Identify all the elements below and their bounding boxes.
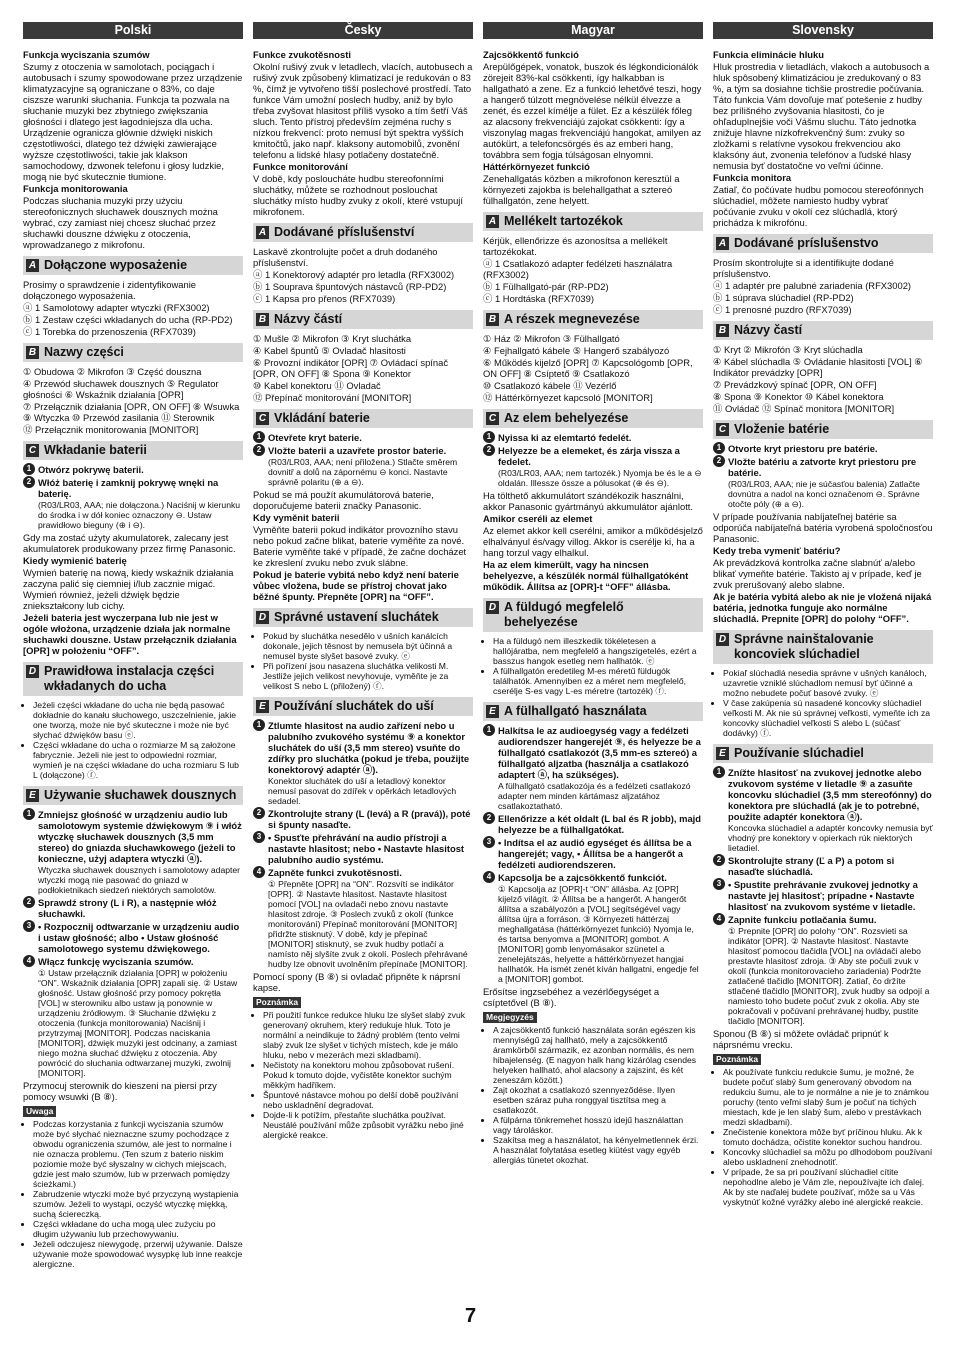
part-name-line: ④ Kábel slúchadla ⑤ Ovládanie hlasitosti [VOL] ⑥ Indikátor prevádzky [OPR] — [713, 356, 923, 378]
note-item: • A fülpárna tönkremehet hosszú idejű használattan vagy tároláskor. — [493, 1115, 703, 1135]
intro-heading: Funkcia monitora — [713, 172, 792, 183]
part-name-line: ⑦ Prevádzkový spínač [OPR, ON OFF] — [713, 379, 877, 390]
accessory-item: ⓒ 1 prenosné puzdro (RFX7039) — [713, 304, 852, 315]
section-letter-d: D — [486, 601, 499, 614]
intro-text: V době, kdy posloucháte hudbu stereofonními sluchátky, můžete se rozhodnout poslouchat sluchátky místo hudby zvuky z okolí, které vstupují mikrofonem. — [253, 173, 463, 217]
intro-heading: Háttérkörnyezet funkció — [483, 161, 590, 172]
step-content — [498, 432, 703, 444]
step-instruction: Nyissa ki az elemtartó fedelét. — [498, 432, 632, 443]
accessory-item: ⓒ 1 Kapsa pro přenos (RFX7039) — [253, 293, 396, 304]
step-number: 3 — [23, 920, 35, 932]
step-instruction: • Indítsa el az audió egységet és állítsa be a hangerejét; vagy, • Állítsa be a hangerőt a fedélzeti audiorendszeren. — [498, 837, 692, 870]
eartip-item: • Při pořízení jsou nasazena sluchátka velikosti M. Jestliže jejich velikost nevyhovuje, vyměňte je za velikost S nebo L (přiložený) ⓕ. — [263, 661, 473, 691]
step-content — [38, 897, 243, 920]
part-name-line: ④ Przewód słuchawek dousznych ⑤ Regulator głośności ⑥ Wskaźnik działania [OPR] — [23, 378, 219, 400]
accessory-item: ⓑ 1 súprava slúchadiel (RP-PD2) — [713, 292, 854, 303]
battery-warning: Ak je batéria vybitá alebo ak nie je vložená nijaká batéria, jednotka funguje ako normálne slúchadlá. Prepnite [OPR] do polohy “OFF”. — [713, 591, 932, 624]
battery-replace-text: Vyměňte baterii pokud indikátor provozního stavu nebo pokud začne blikat, baterie vyměňte za nové. Baterie vyměňte také v případě, že začne docházet ke zkreslení zvuku nebo zvuk slábne. — [253, 524, 467, 568]
battery-advice: Gdy ma zostać użyty akumulatorek, zalecany jest akumulatorek produkowany przez firmę Panasonic. — [23, 532, 236, 554]
section-header — [23, 662, 243, 696]
step-instruction: Kapcsolja be a zajcsökkentő funkciót. — [498, 872, 667, 883]
part-name-line: ⑥ Provozní indikátor [OPR] ⑦ Ovládací spínač [OPR, ON OFF] ⑧ Spona ⑨ Konektor — [253, 357, 449, 379]
section-header — [713, 420, 933, 439]
battery-step — [23, 464, 243, 476]
section-header — [483, 409, 703, 428]
step-number: 1 — [23, 808, 35, 820]
section-title: Mellékelt tartozékok — [504, 214, 623, 228]
section-letter-b: B — [256, 313, 269, 326]
battery-step — [253, 445, 473, 488]
section-header — [23, 786, 243, 805]
part-name-line: ⑧ Spona ⑨ Konektor ⑩ Kábel konektora — [713, 391, 884, 402]
step-instruction: Vložte batériu a zatvorte kryt priestoru pre batérie. — [728, 456, 917, 478]
note-item: • Špuntové nástavce mohou po delší době používání nebo uskladnění degradovat. — [263, 1090, 473, 1110]
battery-advice: Pokud se má použít akumulátorová baterie, doporučujeme baterii značky Panasonic. — [253, 489, 434, 511]
language-header: Slovensky — [713, 22, 933, 39]
battery-step — [253, 432, 473, 444]
step-number: 2 — [23, 476, 35, 488]
usage-step — [483, 725, 703, 812]
section-letter-a: A — [486, 215, 499, 228]
intro-heading: Funkcia eliminácie hluku — [713, 49, 824, 60]
accessory-item: ⓐ 1 Samolotowy adapter wtyczki (RFX3002) — [23, 302, 210, 313]
step-instruction: Skontrolujte strany (Ľ a P) a potom si nasaďte slúchadlá. — [728, 855, 895, 877]
usage-step — [253, 720, 473, 807]
usage-step — [253, 808, 473, 831]
usage-step — [253, 867, 473, 970]
notes-list — [253, 1010, 473, 1140]
step-number: 2 — [483, 444, 495, 456]
note-label: Megjegyzés — [483, 1012, 537, 1023]
section-title: Dodávané príslušenstvo — [734, 236, 879, 250]
section-letter-b: B — [486, 313, 499, 326]
eartip-item: • Ha a füldugó nem illeszkedik tökéletesen a hallójáratba, nem megfelelő a hangszigetelés, ezért a basszus hangok esetleg nem hallhatók. ⓔ — [493, 636, 703, 666]
step-content — [268, 832, 473, 866]
accessory-item: ⓐ 1 adaptér pre palubné zariadenia (RFX3002) — [713, 280, 912, 291]
eartip-item: • Pokud by sluchátka nesedělo v ušních kanálcích dokonale, jejich těsnost by nemusela být účinná a nemusel byste slyšet basové zvuky. ⓔ — [263, 631, 473, 661]
section-title: A füldugó megfelelő behelyezése — [504, 600, 624, 629]
step-number: 2 — [253, 807, 265, 819]
step-content — [728, 855, 933, 878]
section-header — [483, 702, 703, 721]
column-cs — [253, 22, 473, 1142]
part-name-line: ① Obudowa ② Mikrofon ③ Część douszna — [23, 366, 202, 377]
section-letter-e: E — [26, 789, 39, 802]
step-instruction: • Spusťte přehrávání na audio přístroji a nastavte hlasitost; nebo • Nastavte hlasitost palubního audio systému. — [268, 832, 465, 865]
intro-heading: Funkce monitorování — [253, 161, 348, 172]
step-detail: A fülhallgató csatlakozója és a fedélzeti csatlakozó adapter nem minden kártámasz aljzatához csatlakoztatható. — [498, 781, 691, 811]
note-item: • Ak používate funkciu redukcie šumu, je možné, že budete počuť slabý šum generovaný obvodom na redukciu šumu, ale to je normálne a nie je to známkou poruchy (tento veľmi slabý šum je počuť na tichých miestach, kde je len slabý šum, alebo v prestávkach medzi skladbami). — [723, 1067, 933, 1127]
eartip-list — [23, 700, 243, 780]
section-title: Az elem behelyezése — [504, 411, 629, 425]
clip-instruction: Pomocí spony (B ⑧) si ovladač připněte k náprsní kapse. — [253, 971, 461, 993]
section-title: Vloženie batérie — [734, 422, 830, 436]
step-instruction: Zkontrolujte strany (L (levá) a R (pravá)), poté si špunty nasaďte. — [268, 808, 471, 830]
usage-step — [23, 809, 243, 896]
step-instruction: Otwórz pokrywę baterii. — [38, 464, 144, 475]
column-hu — [483, 22, 703, 1167]
step-instruction: • Rozpocznij odtwarzanie w urządzeniu audio i ustaw głośność; albo • Ustaw głośność samolotowego systemu dźwiękowego. — [38, 921, 240, 954]
step-content — [728, 767, 933, 854]
section-title: Správne nainštalovanie koncoviek slúchadiel — [734, 632, 874, 661]
step-instruction: Włącz funkcję wyciszania szumów. — [38, 956, 194, 967]
step-number: 1 — [253, 431, 265, 443]
language-header: Magyar — [483, 22, 703, 39]
accessories-text: Prosím skontrolujte si a identifikujte dodané príslušenstvo. — [713, 257, 894, 279]
notes-list — [483, 1025, 703, 1165]
part-name-line: ④ Kabel špuntů ⑤ Ovladač hlasitosti — [253, 345, 406, 356]
step-content — [38, 809, 243, 896]
part-name-line: ⑩ Kabel konektoru ⑪ Ovladač — [253, 380, 381, 391]
step-instruction: Ztlumte hlasitost na audio zařízení nebo u palubního zvukového systému ⑨ a konektor sluchátek do uší (3,5 mm stereo) vsuňte do zdířky pro sluchátka (pokud je třeba, použijte konektorový adaptér ⓐ). — [268, 720, 470, 775]
section-header — [483, 212, 703, 231]
notes-list — [713, 1067, 933, 1207]
step-detail: ① Přepněte [OPR] na “ON”. Rozsvítí se indikátor [OPR]. ② Nastavte hlasitost. Nastavte hlasitost pomocí [VOL] na ovladači nebo znovu nastavte hlasitost zdroje. ③ Poslech zvuků z okolí (funkce monitorování) Přepínač monitorování [MONITOR] přidržte stisknutý. V době, kdy je přepínač [MONITOR] stisknutý, se zvuk hudby potlačí a namísto něj slyšíte zvuk z okolí. Poslech přehrávané hudby lze obnovit uvolněním přepínače [MONITOR]. — [268, 879, 468, 969]
usage-step — [713, 914, 933, 1027]
step-detail: (R03/LR03, AAA; není přiložena.) Stlačte směrem dovnitř a dolů na zápornému ⊖ konci. Nastavte správně polaritu (⊕ a ⊖). — [268, 457, 458, 487]
step-content — [268, 432, 473, 444]
step-detail: (R03/LR03, AAA; nem tartozék.) Nyomja be és le a ⊖ oldalán. Illessze össze a pólusokat (⊕ és ⊖). — [498, 468, 702, 488]
note-item: • V prípade, že sa pri používaní slúchadiel cítite nepohodlne alebo je Vám zle, nepoužívajte ich ďalej. Ak by ste naďalej budete používať, môže sa u Vás vyskytnúť kožné vyrážky alebo iné alergické reakcie. — [723, 1167, 933, 1207]
section-letter-a: A — [716, 237, 729, 250]
eartip-item: • V čase zakúpenia sú nasadené koncovky slúchadiel veľkosti M. Ak nie sú správnej veľkosti, vymeňte ich za koncovky slúchadiel veľkosti S alebo L (súčasť dodávky) ⓕ. — [723, 698, 933, 738]
note-item: • Nečistoty na konektoru mohou způsobovat rušení. Pokud k tomuto dojde, vyčistěte konektor suchým měkkým hadříkem. — [263, 1060, 473, 1090]
usage-step — [23, 956, 243, 1079]
section-title: A részek megnevezése — [504, 312, 640, 326]
section-title: Používání sluchátek do uší — [274, 699, 434, 713]
step-instruction: Otevřete kryt baterie. — [268, 432, 362, 443]
section-letter-e: E — [716, 747, 729, 760]
step-content — [728, 443, 933, 455]
part-name-line: ① Kryt ② Mikrofón ③ Kryt slúchadla — [713, 344, 863, 355]
accessory-item: ⓒ 1 Torebka do przenoszenia (RFX7039) — [23, 326, 196, 337]
section-letter-e: E — [256, 700, 269, 713]
step-detail: Koncovka slúchadiel a adaptér koncovky nemusia byť vhodný pre konektory v opierkach rúk niektorých lietadiel. — [728, 823, 933, 853]
step-instruction: Zapněte funkci zvukotěsnosti. — [268, 867, 402, 878]
step-number: 3 — [483, 836, 495, 848]
eartip-list — [253, 631, 473, 691]
section-letter-d: D — [716, 633, 729, 646]
accessory-item: ⓑ 1 Fülhallgató-pár (RP-PD2) — [483, 281, 609, 292]
note-item: • A zajcsökkentő funkció használata során egészen kis mennyiségű zaj hallható, mely a zajcsökkentő áramkörből származik, ez azonban normális, és nem hibajelenség. (E nagyon halk hang kizárólag csendes helyeken hallható, ahol alacsony a zajszint, és két zeneszám között.) — [493, 1025, 703, 1085]
battery-replace-text: Az elemet akkor kell cserélni, amikor a működésjelző elhalványul és/vagy villog. Akkor is cserélje ki, ha a hang torzul vagy elhalkul. — [483, 525, 703, 558]
note-item: • Znečistenie konektora môže byť príčinou hluku. Ak k tomuto dochádza, očistite konektor suchou handrou. — [723, 1127, 933, 1147]
accessories-text: Laskavě zkontrolujte počet a druh dodaného příslušenství. — [253, 246, 438, 268]
battery-warning: Ha az elem kimerült, vagy ha nincsen behelyezve, a készülék normál fülhallgatóként működik. Állítsa az [OPR]-t “OFF” állásba. — [483, 559, 689, 592]
step-number: 2 — [713, 854, 725, 866]
accessories-text: Kérjük, ellenőrizze és azonosítsa a mellékelt tartozékokat. — [483, 235, 668, 257]
section-title: Nazwy części — [44, 345, 124, 359]
section-header — [713, 321, 933, 340]
battery-subheading: Kiedy wymienić baterię — [23, 555, 127, 566]
section-header — [23, 441, 243, 460]
section-title: Używanie słuchawek dousznych — [44, 788, 237, 802]
part-name-line: ⑪ Ovládač ⑫ Spínač monitora [MONITOR] — [713, 403, 895, 414]
step-content — [38, 477, 243, 531]
step-content — [38, 464, 243, 476]
accessory-item: ⓑ 1 Zestaw części wkładanych do ucha (RP-PD2) — [23, 314, 233, 325]
section-letter-e: E — [486, 705, 499, 718]
step-number: 3 — [253, 831, 265, 843]
usage-step — [253, 832, 473, 866]
step-content — [498, 813, 703, 836]
note-item: • Koncovky slúchadiel sa môžu po dlhodobom používaní alebo uskladnení znehodnotiť. — [723, 1147, 933, 1167]
step-content — [38, 921, 243, 955]
intro-heading: Funkce zvukotěsnosti — [253, 49, 351, 60]
section-header — [23, 256, 243, 275]
section-header — [253, 409, 473, 428]
step-detail: Wtyczka słuchawek dousznych i samolotowy adapter wtyczki mogą nie pasować do gniazd w podłokietnikach siedzeń niektórych samolotów. — [38, 865, 241, 895]
step-instruction: Helyezze be a elemeket, és zárja vissza a fedelet. — [498, 445, 680, 467]
battery-step — [483, 432, 703, 444]
battery-warning: Pokud je baterie vybitá nebo když není baterie vůbec vložena, bude se přístroj chovat jako běžné špunty. Přepněte [OPR] na “OFF”. — [253, 569, 459, 602]
section-title: Dodávané příslušenství — [274, 225, 415, 239]
section-header — [253, 310, 473, 329]
step-content — [728, 914, 933, 1027]
note-label: Poznámka — [713, 1054, 761, 1065]
section-letter-b: B — [26, 346, 39, 359]
note-item: • Części wkładane do ucha mogą ulec zużyciu po długim używaniu lub przechowywaniu. — [33, 1219, 243, 1239]
part-name-line: ① Ház ② Mikrofon ③ Fülhallgató — [483, 333, 620, 344]
step-number: 4 — [483, 871, 495, 883]
step-number: 2 — [713, 455, 725, 467]
step-number: 2 — [253, 444, 265, 456]
step-content — [268, 720, 473, 807]
step-instruction: Zapnite funkciu potlačania šumu. — [728, 914, 877, 925]
step-content — [498, 837, 703, 871]
step-content — [728, 879, 933, 913]
step-instruction: Vložte baterii a uzavřete prostor baterie. — [268, 445, 447, 456]
step-content — [38, 956, 243, 1079]
usage-step — [713, 767, 933, 854]
section-letter-a: A — [256, 226, 269, 239]
note-item: • Szakítsa meg a használatot, ha kényelmetlennek érzi. A használat folytatása esetleg kiütést vagy egyéb allergiás tünetet okozhat. — [493, 1135, 703, 1165]
step-content — [498, 725, 703, 812]
section-title: Wkładanie baterii — [44, 443, 147, 457]
section-letter-c: C — [256, 412, 269, 425]
battery-advice: V prípade používania nabíjateľnej batérie sa odporúča nabíjateľná batéria vyrobená spoločnosťou Panasonic. — [713, 511, 933, 544]
note-item: • Při použití funkce redukce hluku lze slyšet slabý zvuk generovaný okruhem, který redukuje hluk. Toto je normální a neindikuje to žádný problém (tento velmi slabý zvuk lze slyšet v tichých místech, kde je málo hluku, nebo v mezerách mezi skladbami). — [263, 1010, 473, 1060]
section-header — [483, 310, 703, 329]
column-pl — [23, 22, 243, 1271]
note-item: • Podczas korzystania z funkcji wyciszania szumów może być słychać nieznaczne szumy pochodzące z obwodu ograniczenia szumów, ale jest to normalne i nie oznacza problemu. (Ten szum z baterio niskim poziomie może być słyszalny w cichych miejscach, gdzie jest mało szumów, lub w przerwach pomiędzy ścieżkami.) — [33, 1119, 243, 1189]
section-title: Dołączone wyposażenie — [44, 258, 188, 272]
eartip-item: • Jeżeli części wkładane do ucha nie będą pasować dokładnie do kanału słuchowego, uszczelnienie, jakie one tworzą, może nie być skuteczne i może nie być słychać dźwięków basu ⓔ. — [33, 700, 243, 740]
section-letter-c: C — [716, 423, 729, 436]
note-item: • Zajt okozhat a csatlakozó szennyeződése. Ilyen esetben száraz puha ronggyal tisztítsa meg a csatlakozót. — [493, 1085, 703, 1115]
part-name-line: ⑦ Przełącznik działania [OPR, ON OFF] ⑧ Wsuwka ⑨ Wtyczka ⑩ Przewód zasilania ⑪ Sterownik — [23, 401, 240, 423]
battery-subheading: Kedy treba vymeniť batériu? — [713, 545, 841, 556]
intro-heading: Funkcja wyciszania szumów — [23, 49, 150, 60]
section-letter-d: D — [256, 611, 269, 624]
battery-subheading: Kdy vyměnit baterii — [253, 512, 340, 523]
section-header — [23, 343, 243, 362]
usage-step — [23, 921, 243, 955]
intro-text: Szumy z otoczenia w samolotach, pociągach i autobusach i szumy spowodowane przez urządzenie klimatyzacyjne są ograniczane o 83%, co daje ciszsze warunki słuchania. Funkcja ta pozwala na słuchanie muzyki bez zbytniego zwiększania głośności i dlatego jest łagodniejsza dla ucha. Urządzenie ogranicza głównie dźwięki niskich częstotliwości, dlatego też dźwięki zawierające wyższe częstotliwości, takie jak klakson samochodowy, dzwonek telefonu i głosy ludzkie, mogą nie być skutecznie tłumione. — [23, 61, 243, 182]
part-name-line: ⑩ Csatlakozó kábele ⑪ Vezérlő — [483, 380, 617, 391]
step-detail: (R03/LR03, AAA; nie je súčasťou balenia) Zatlačte dovnútra a nadol na konci označenom ⊖. Správne otočte póly (⊕ a ⊖). — [728, 479, 920, 509]
step-detail: ① Kapcsolja az [OPR]-t “ON” állásba. Az [OPR] kijelző világít. ② Állítsa be a hangerőt. A hangerőt állítsa a szabályozón a [VOL] segítségével vagy állítsa újra a forráson. ③ Környezeti háttérzaj meghallgatása (háttérkörnyezet funkció) Nyomja le, és tartsa benyomva a [MONITOR] gombot. A [MONITOR] gomb lenyomásakor szünetel a zenelejátszás, helyette a háttérkörnyezet hangjai hallhatók. Ha ismét zenét kíván hallgatni, engedje fel a [MONITOR] gombot. — [498, 884, 699, 984]
section-letter-c: C — [26, 444, 39, 457]
intro-text: Okolní rušivý zvuk v letadlech, vlacích, autobusech a rušivý zvuk způsobený klimatizací je redukován o 83 %, čímž je vytvořeno tišší poslechové prostředí. Tato funkce Vám umožní poslech hudby, aniž by bylo třeba zvyšovat hlasitost příliš vysoko a tím šetří Váš sluch. Tento přístroj především zejména ruchy s nízkou frekvencí: proto nemusí být spektra vyšších kmitočtů, jako např. klaksony automobilů, zvonění telefonu a lidské hlasy potlačeny dostatečně. — [253, 61, 473, 160]
step-number: 1 — [483, 724, 495, 736]
note-item: • Dojde-li k potížím, přestaňte sluchátka používat. Neustálé používání může způsobit vyrážku nebo jiné alergické reakce. — [263, 1110, 473, 1140]
usage-step — [23, 897, 243, 920]
note-label: Uwaga — [23, 1106, 56, 1117]
battery-step — [23, 477, 243, 531]
eartip-item: • Pokiaľ slúchadlá nesedia správne v ušných kanáloch, uzavretie vzniklé slúchadlom nemusí byť účinné a možno nebudete počuť basové zvuky. ⓔ — [723, 668, 933, 698]
section-letter-d: D — [26, 665, 39, 678]
section-header — [253, 697, 473, 716]
note-item: • Zabrudzenie wtyczki może być przyczyną wystąpienia szumów. Jeżeli to wystąpi, oczyść wtyczkę miękką, suchą ściereczką. — [33, 1189, 243, 1219]
step-number: 1 — [713, 442, 725, 454]
column-sk — [713, 22, 933, 1209]
page-number: 7 — [465, 1305, 477, 1327]
usage-step — [483, 872, 703, 985]
intro-text: Arepülőgépek, vonatok, buszok és légkondicionálók zörejeit 83%-kal csökkenti, így halkabban is hallgatható a zene. Ez a funkció lehetővé teszi, hogy a hangerő túlzott megnövelése nélkül élvezze a zenét, és ezzel kímélje a fület. Ez a készülék főleg az alacsony frekvenciájú zajokat csökkenti: így a viszonylag magas frekvenciájú hangokat, amilyen az autókürt, a telefoncsörgés és az emberi hang, továbbra sem fogja túlságosan elnyomni. — [483, 61, 702, 160]
eartip-item: • Części wkładane do ucha o rozmiarze M są założone fabrycznie. Jeżeli nie jest to odpowiedni rozmiar, wymień je na części wkładane do ucha rozmiaru S lub L (dołączone) ⓕ. — [33, 740, 243, 780]
step-detail: ① Prepnite [OPR] do polohy “ON”. Rozsvieti sa indikátor [OPR]. ② Nastavte hlasitosť. Nastavte hlasitosť pomocou tlačidla [VOL] na ovládači alebo prestavte hlasitosť zdroja. ③ Aby ste počuli zvuk v okolí (funkcia monitorovacieho zariadenia) Podržte zatlačené tlačidlo [MONITOR]. Zatiaľ, čo držíte stlačené tlačidlo [MONITOR], zvuk hudby sa odpojí a namiesto toho budete počuť zvuk z okolia. Aby ste pokračovali v počúvaní prehrávanej hudby, pustite tlačidlo [MONITOR]. — [728, 926, 930, 1026]
battery-warning: Jeżeli bateria jest wyczerpana lub nie jest w ogóle włożona, urządzenie działa jak normalne słuchawki douszne. Ustaw przełącznik działania [OPR] w położeniu “OFF”. — [23, 612, 237, 656]
section-title: A fülhallgató használata — [504, 704, 647, 718]
section-header — [253, 608, 473, 627]
language-header: Polski — [23, 22, 243, 39]
clip-instruction: Sponou (B ⑧) si môžete ovládač pripnúť k náprsnému vrecku. — [713, 1028, 889, 1050]
battery-replace-text: Ak prevádzková kontrolka začne slabnúť a/alebo blikať vymeňte batérie. Takisto aj v prípade, keď je zvuk prerušovaný alebo slabne. — [713, 557, 922, 590]
eartip-item: • A fülhallgatón eredetileg M-es méretű füldugók találhatók. Amennyiben ez a méret nem megfelelő, cserélje S-es vagy L-es méretre (tartozék) ⓕ. — [493, 666, 703, 696]
section-header — [713, 234, 933, 253]
part-name-line: ⑫ Háttérkörnyezet kapcsoló [MONITOR] — [483, 392, 653, 403]
intro-heading: Funkcja monitorowania — [23, 183, 128, 194]
step-content — [268, 445, 473, 488]
step-number: 4 — [23, 955, 35, 967]
step-number: 4 — [253, 866, 265, 878]
clip-instruction: Erősítse ingzsebéhez a vezérlőegységet a csíptetővel (B ⑧). — [483, 986, 660, 1008]
accessories-text: Prosimy o sprawdzenie i zidentyfikowanie dołączonego wyposażenia. — [23, 279, 196, 301]
battery-step — [483, 445, 703, 489]
usage-step — [483, 837, 703, 871]
intro-text: Hluk prostredia v lietadlách, vlakoch a autobusoch a hluk spôsobený klimatizáciou je zredukovaný o 83 %, a tým sa dosiahne tichšie prostredie počúvania. Táto funkcia Vám dovoľuje mať potešenie z hudby bez prílišného zvyšovania hlasitosti, čo je ohľaduplnejšie voči Vášmu sluchu. Táto jednotka znižuje hlavne nízkofrekvenčný šum: zvuky so zložkami s relatívne vysokou frekvenciou ako klaksóny áut, zvonenia telefónov a ľudské hlasy nemusia byť dostatočne vo veľmi účinne. — [713, 61, 930, 171]
step-instruction: Ellenőrizze a két oldalt (L bal és R jobb), majd helyezze be a fülhallgatókat. — [498, 813, 701, 835]
step-instruction: Otvorte kryt priestoru pre batérie. — [728, 443, 878, 454]
step-number: 1 — [483, 431, 495, 443]
section-letter-a: A — [26, 259, 39, 272]
step-number: 2 — [483, 812, 495, 824]
accessory-item: ⓐ 1 Konektorový adaptér pro letadla (RFX3002) — [253, 269, 455, 280]
step-detail: ① Ustaw przełącznik działania [OPR] w położeniu “ON”. Wskaźnik działania [OPR] zapali się. ② Ustaw głośność. Ustaw głośność przy pomocy pokrętła [VOL] w sterowniku albo ustaw ją ponownie w urządzeniu źródłowym. ③ Słuchanie dźwięku z otoczenia (funkcja monitorowania) Naciśnij i przytrzymaj [MONITOR]. Podczas naciskania [MONITOR], dźwięk muzyki jest odcinany, a zamiast niego można słuchać dźwięku z otoczenia. Aby powrócić do słuchania odtwarzanej muzyki, zwolnij [MONITOR]. — [38, 968, 238, 1078]
section-header — [253, 223, 473, 242]
clip-instruction: Przymocuj sterownik do kieszeni na piersi przy pomocy wsuwki (B ⑧). — [23, 1080, 217, 1102]
intro-heading: Zajcsökkentő funkció — [483, 49, 579, 60]
step-number: 1 — [713, 766, 725, 778]
step-content — [268, 808, 473, 831]
step-number: 1 — [23, 463, 35, 475]
eartip-list — [713, 668, 933, 738]
section-header — [713, 630, 933, 664]
section-title: Používanie slúchadiel — [734, 746, 864, 760]
eartip-list — [483, 636, 703, 696]
section-title: Správné ustavení sluchátek — [274, 610, 439, 624]
step-number: 2 — [23, 896, 35, 908]
step-instruction: Halkítsa le az audioegység vagy a fedélzeti audiorendszer hangerejét ⑨, és helyezze be a fülhallgató csatlakozót (3,5 mm-es sztereó) a fülhallgató aljzatba (használja a csatlakozó adaptert ⓐ, ha szükséges). — [498, 725, 701, 780]
section-title: Prawidłowa instalacja części wkładanych do ucha — [44, 664, 215, 693]
usage-step — [713, 855, 933, 878]
step-content — [268, 867, 473, 970]
intro-text: Zatiaľ, čo počúvate hudbu pomocou stereofónnych slúchadiel, môžete namiesto hudby vybrať počúvanie zvuku v okolí cez slúchadlá, ktorý prichádza k mikrofónu. — [713, 184, 924, 228]
step-instruction: Znížte hlasitosť na zvukovej jednotke alebo zvukovom systéme v lietadle ⑨ a zasuňte koncovku slúchadiel (3,5 mm stereofónny) do konektora pre slúchadlá (ak je to potrebné, použite adaptér konektora ⓐ). — [728, 767, 932, 822]
section-letter-b: B — [716, 324, 729, 337]
note-item: • Jeżeli odczujesz niewygodę, przerwij używanie. Dalsze używanie może spowodować wysypkę lub inne reakcje alergiczne. — [33, 1239, 243, 1269]
section-letter-c: C — [486, 412, 499, 425]
step-detail: Konektor sluchátek do uší a letadlový konektor nemusí pasovat do zdířek v opěrkách letadlových sedadel. — [268, 776, 457, 806]
part-name-line: ⑥ Működés kijelző [OPR] ⑦ Kapcsológomb [OPR, ON OFF] ⑧ Csíptető ⑨ Csatlakozó — [483, 357, 693, 379]
step-number: 4 — [713, 913, 725, 925]
section-title: Názvy častí — [734, 323, 803, 337]
accessory-item: ⓒ 1 Hordtáska (RFX7039) — [483, 293, 594, 304]
intro-text: Zenehallgatás közben a mikrofonon keresztül a környezeti zajokba is belehallgathat a sztereó fülhallgatón, zene helyett. — [483, 173, 680, 206]
step-instruction: Zmniejsz głośność w urządzeniu audio lub samolotowym systemie dźwiękowym ⑨ i włóż wtyczkę słuchawek dousznych (3,5 mm stereo) do gniazda słuchawkowego (jeżeli to konieczne, użyj adaptera wtyczki ⓐ). — [38, 809, 242, 864]
battery-subheading: Amikor cseréli az elemet — [483, 513, 593, 524]
step-instruction: • Spustite prehrávanie zvukovej jednotky a nastavte jej hlasitosť; prípadne • Nastavte hlasitosť na zvukovom systéme v lietadle. — [728, 879, 918, 912]
part-name-line: ① Mušle ② Mikrofon ③ Kryt sluchátka — [253, 333, 412, 344]
notes-list — [23, 1119, 243, 1269]
part-name-line: ⑫ Přepínač monitorování [MONITOR] — [253, 392, 412, 403]
section-title: Názvy částí — [274, 312, 343, 326]
usage-step — [483, 813, 703, 836]
step-detail: (R03/LR03, AAA; nie dołączona.) Naciśnij w kierunku do środka i w dół koniec oznaczony ⊖. Ustaw prawidłowo bieguny (⊕ i ⊖). — [38, 500, 241, 530]
battery-step — [713, 443, 933, 455]
step-instruction: Sprawdź strony (L i R), a następnie włóż słuchawki. — [38, 897, 217, 919]
section-header — [713, 744, 933, 763]
part-name-line: ④ Fejhallgató kábele ⑤ Hangerő szabályozó — [483, 345, 670, 356]
step-content — [498, 872, 703, 985]
step-content — [728, 456, 933, 510]
section-header — [483, 598, 703, 632]
battery-step — [713, 456, 933, 510]
language-header: Česky — [253, 22, 473, 39]
section-title: Vkládání baterie — [274, 411, 370, 425]
step-content — [498, 445, 703, 489]
accessory-item: ⓐ 1 Csatlakozó adapter fedélzeti használatra (RFX3002) — [483, 258, 673, 280]
step-instruction: Włóż baterię i zamknij pokrywę wnęki na baterię. — [38, 477, 219, 499]
usage-step — [713, 879, 933, 913]
accessory-item: ⓑ 1 Souprava špuntových nástavců (RP-PD2) — [253, 281, 447, 292]
battery-replace-text: Wymień baterię na nową, kiedy wskaźnik działania zaczyna palić się ciemniej i/lub zacznie migać. Wymień również, jeżeli dźwięk będzie zniekształcony lub cichy. — [23, 567, 234, 611]
step-number: 3 — [713, 878, 725, 890]
part-name-line: ⑫ Przełącznik monitorowania [MONITOR] — [23, 424, 199, 435]
step-number: 1 — [253, 719, 265, 731]
battery-advice: Ha tölthető akkumulátort szándékozik használni, akkor Panasonic gyártmányú akkumulátor ajánlott. — [483, 490, 694, 512]
note-label: Poznámka — [253, 997, 301, 1008]
intro-text: Podczas słuchania muzyki przy użyciu stereofonicznych słuchawek dousznych można wybrać, czy zamiast niej chcesz słuchać przez słuchawki douszne dźwięku z otoczenia, wprowadzanego z mikrofonu. — [23, 195, 218, 250]
